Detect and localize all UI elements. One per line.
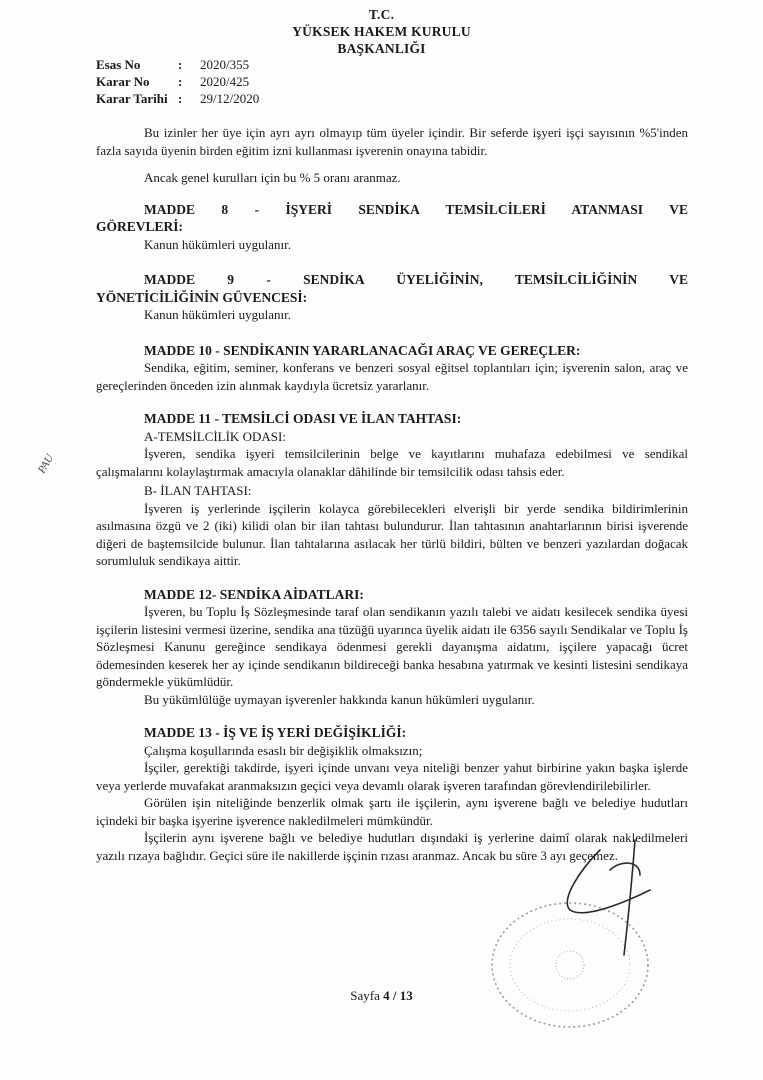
article-10-body: Sendika, eğitim, seminer, konferans ve benzeri sosyal eğitsel toplantıları için; işverenin salon, araç ve gereçlerinden önceden izin alınmak kaydıyla ücretsiz yararlanır. <box>96 360 688 393</box>
karar-label: Karar No <box>96 74 150 89</box>
header-presidency: BAŞKANLIĞI <box>337 41 426 56</box>
colon: : <box>178 91 183 106</box>
article-11-b-body: İşveren iş yerlerinde işçilerin kolayca görebilecekleri elverişli bir yerde sendika bildirimlerinin asılmasına özgü ve 2 (iki) kilidi olan bir ilan tahtası bulundurur. İlan tahtasının anahtarlarının birisi işverende diğeri de baştemsilcide bulunur. İlan tahtalarına asılacak her türlü bildiri, bülten ve benzeri yazılardan doğacak sorumluluk sendikaya aittir. <box>96 500 688 568</box>
paragraph-general-assembly: Ancak genel kurulları için bu % 5 oranı aranmaz. <box>144 170 401 185</box>
karar-value: 2020/425 <box>200 74 250 89</box>
tarih-value: 29/12/2020 <box>200 91 260 106</box>
colon: : <box>178 74 183 89</box>
page-count: 4 / 13 <box>383 988 413 1003</box>
signature-icon <box>540 830 680 960</box>
karar-row <box>96 73 259 90</box>
article-13-heading: MADDE 13 - İŞ VE İŞ YERİ DEĞİŞİKLİĞİ: <box>144 725 407 740</box>
article-8-body: Kanun hükümleri uygulanır. <box>144 236 291 252</box>
article-8-heading: MADDE 8 - İŞYERİ SENDİKA TEMSİLCİLERİ ATANMASI VE <box>144 201 688 217</box>
article-13-p3: Görülen işin niteliğinde benzerlik olmak şartı ile işçilerin, aynı işverene bağlı ve belediye hudutları içindeki bir başka işyerine işverence nakledilmeleri mümkündür. <box>96 795 688 828</box>
article-12-heading: MADDE 12- SENDİKA AİDATLARI: <box>144 586 364 602</box>
page-label: Sayfa <box>350 988 380 1003</box>
tarih-row <box>96 90 259 107</box>
article-11-a-title: A-TEMSİLCİLİK ODASI: <box>144 428 286 444</box>
article-13-p2: İşçiler, gerektiği takdirde, işyeri içinde unvanı veya niteliği benzer yahut birbirine yakın başka işlerde veya yerlerde muvafakat aranmaksızın geçici veya devamlı olarak işveren tarafından görevlendirilebilirler. <box>96 760 688 793</box>
article-11-a-body: İşveren, sendika işyeri temsilcilerinin belge ve kayıtlarını muhafaza edebilmesi ve sendikal çalışmalarını kolaylaştırmak amacıyla olanaklar dâhilinde bir temsilcilik odası tahsis eder. <box>96 446 688 479</box>
article-8-heading-cont: GÖREVLERİ: <box>96 219 184 234</box>
article-11-heading: MADDE 11 - TEMSİLCİ ODASI VE İLAN TAHTASI: <box>144 411 462 426</box>
article-12-body-2: Bu yükümlülüğe uymayan işverenler hakkında kanun hükümleri uygulanır. <box>144 691 535 707</box>
esas-value: 2020/355 <box>200 57 250 72</box>
header-institution: YÜKSEK HAKEM KURULU <box>292 24 471 39</box>
colon: : <box>178 57 183 72</box>
article-11-b-title: B- İLAN TAHTASI: <box>144 483 252 498</box>
article-13-p4: İşçilerin aynı işverene bağlı ve belediye hudutları dışındaki iş yerlerine daimî olarak nakledilmeleri yazılı rızaya bağlıdır. Geçici süre ile nakillerde işçinin rızası aranmaz. Ancak bu süre 3 ayı geçemez. <box>96 830 688 863</box>
article-13-p1: Çalışma koşullarında esaslı bir değişiklik olmaksızın; <box>144 742 423 758</box>
article-12-body: İşveren, bu Toplu İş Sözleşmesinde taraf olan sendikanın yazılı talebi ve aidatı kesilecek sendika üyesi işçilerin listesini vermesi üzerine, sendika ana tüzüğü uyarınca üyelik aidatı ile 6356 sayılı Sendikalar ve Toplu İş Sözleşmesi Kanunu gereğince sendikaya ödenmesi gerekli dayanışma aidatını, işçilere yapacağı ücret ödemesinden keserek her ay içinde sendikanın bildireceği banka hesabına yatırmak ve kesinti listesini sendikaya göndermekle yükümlüdür. <box>96 604 688 689</box>
esas-label: Esas No <box>96 57 141 72</box>
article-10-heading: MADDE 10 - SENDİKANIN YARARLANACAĞI ARAÇ VE GEREÇLER: <box>144 342 581 358</box>
paragraph-education-leave: Bu izinler her üye için ayrı ayrı olmayıp tüm üyeler içindir. Bir seferde işyeri işçi sayısının %5'inden fazla sayıda üyenin birden eğitim izni kullanması işverenin onayına tabidir. <box>96 125 688 158</box>
document-header <box>0 6 763 57</box>
article-9-heading: MADDE 9 - SENDİKA ÜYELİĞİNİN, TEMSİLCİLİĞİNİN VE <box>144 272 688 287</box>
case-metadata <box>96 56 259 107</box>
article-9-heading-cont: YÖNETİCİLİĞİNİN GÜVENCESİ: <box>96 289 308 305</box>
document-body <box>96 124 688 864</box>
header-tc: T.C. <box>368 7 395 22</box>
page-number <box>0 988 763 1004</box>
tarih-label: Karar Tarihi <box>96 91 168 106</box>
margin-initials: PAU <box>35 452 57 476</box>
article-9-body: Kanun hükümleri uygulanır. <box>144 307 291 322</box>
esas-row <box>96 56 259 73</box>
